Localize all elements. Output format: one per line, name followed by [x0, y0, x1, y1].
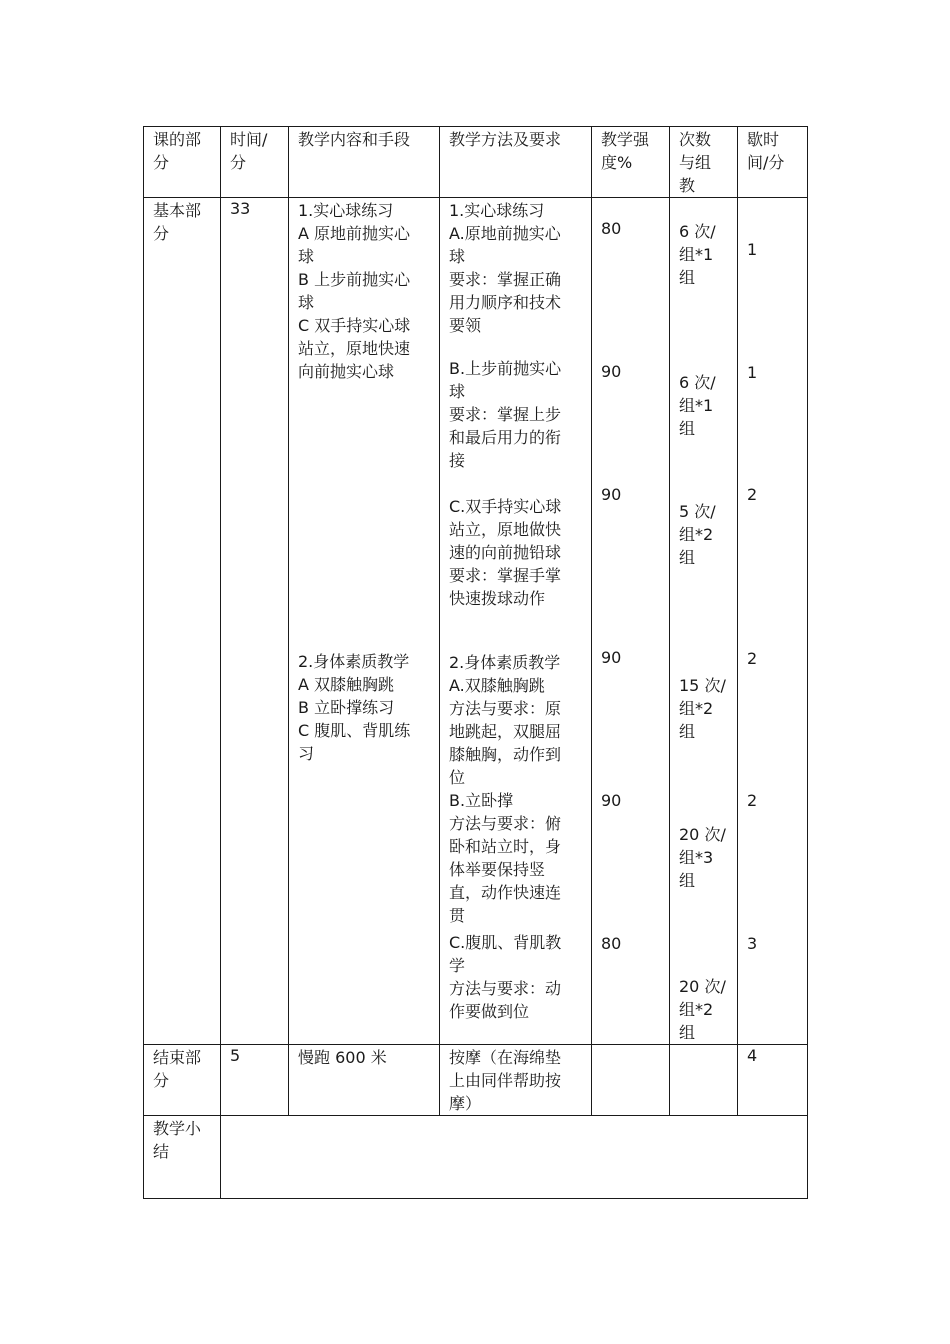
ending-time-value: 5 [230, 1046, 241, 1065]
ending-content-cell [289, 1045, 440, 1116]
ending-part-label: 结束部 分 [153, 1048, 202, 1090]
ending-rest: 4 [747, 1046, 758, 1065]
reps-item-1: 6 次/ 组*1 组 [679, 222, 716, 287]
header-cell-rest [738, 127, 808, 198]
header-intensity: 教学强 度% [601, 130, 650, 172]
header-cell-intensity [592, 127, 670, 198]
basic-method-cell [440, 198, 592, 1045]
ending-row [144, 1045, 808, 1116]
basic-intensity-cell [592, 198, 670, 1045]
intensity-item-1: 80 [601, 219, 622, 238]
ending-content: 慢跑 600 米 [298, 1048, 387, 1067]
basic-time-cell [221, 198, 289, 1045]
basic-part-cell [144, 198, 221, 1045]
reps-item-4: 15 次/ 组*2 组 [679, 676, 726, 741]
rest-item-5: 2 [747, 791, 758, 810]
rest-item-4: 2 [747, 649, 758, 668]
rest-item-2: 1 [747, 363, 758, 382]
intensity-item-5: 90 [601, 791, 622, 810]
reps-item-2: 6 次/ 组*1 组 [679, 373, 716, 438]
reps-item-6: 20 次/ 组*2 组 [679, 977, 726, 1042]
summary-label-cell [144, 1116, 221, 1199]
lesson-plan-table [143, 126, 808, 1199]
reps-item-3: 5 次/ 组*2 组 [679, 502, 716, 567]
ending-rest-cell [738, 1045, 808, 1116]
basic-time-value: 33 [230, 199, 251, 218]
header-part: 课的部 分 [153, 130, 202, 172]
basic-rest-cell [738, 198, 808, 1045]
header-row [144, 127, 808, 198]
ending-method: 按摩（在海绵垫 上由同伴帮助按 摩） [449, 1048, 562, 1113]
intensity-item-3: 90 [601, 485, 622, 504]
basic-part-label: 基本部 分 [153, 201, 202, 243]
header-rest: 歇时 间/分 [747, 130, 785, 172]
header-cell-content [289, 127, 440, 198]
header-content: 教学内容和手段 [298, 130, 411, 149]
intensity-item-2: 90 [601, 362, 622, 381]
header-cell-time [221, 127, 289, 198]
reps-item-5: 20 次/ 组*3 组 [679, 825, 726, 890]
header-time: 时间/ 分 [230, 130, 268, 172]
header-method: 教学方法及要求 [449, 130, 562, 149]
summary-row [144, 1116, 808, 1199]
summary-label: 教学小 结 [153, 1119, 202, 1161]
header-cell-method [440, 127, 592, 198]
header-reps: 次数 与组 教 [679, 130, 712, 195]
header-cell-part [144, 127, 221, 198]
method-item-5: B.立卧撑 方法与要求：俯 卧和站立时，身 体举要保持竖 直，动作快速连 贯 [449, 791, 562, 925]
rest-item-1: 1 [747, 240, 758, 259]
ending-reps-cell [670, 1045, 738, 1116]
basic-reps-cell [670, 198, 738, 1045]
summary-content-cell [221, 1116, 808, 1199]
ending-time-cell [221, 1045, 289, 1116]
method-item-2: B.上步前抛实心 球 要求：掌握上步 和最后用力的衔 接 [449, 359, 562, 470]
intensity-item-6: 80 [601, 934, 622, 953]
ending-method-cell [440, 1045, 592, 1116]
rest-item-6: 3 [747, 934, 758, 953]
header-cell-reps [670, 127, 738, 198]
basic-content-shotput: 1.实心球练习 A 原地前抛实心 球 B 上步前抛实心 球 C 双手持实心球 站立，原地快速 向前抛实心球 [298, 201, 411, 381]
method-item-3: C.双手持实心球 站立，原地做快 速的向前抛铅球 要求：掌握手掌 快速拨球动作 [449, 497, 562, 608]
method-item-1: 1.实心球练习 A.原地前抛实心 球 要求：掌握正确 用力顺序和技术 要领 [449, 201, 562, 335]
intensity-item-4: 90 [601, 648, 622, 667]
rest-item-3: 2 [747, 485, 758, 504]
ending-part-cell [144, 1045, 221, 1116]
method-item-6: C.腹肌、背肌教 学 方法与要求：动 作要做到位 [449, 933, 562, 1021]
ending-intensity-cell [592, 1045, 670, 1116]
basic-content-fitness: 2.身体素质教学 A 双膝触胸跳 B 立卧撑练习 C 腹肌、背肌练 习 [298, 652, 411, 763]
method-item-4: 2.身体素质教学 A.双膝触胸跳 方法与要求：原 地跳起，双腿屈 膝触胸，动作到 位 [449, 653, 562, 787]
basic-row [144, 198, 808, 1045]
basic-content-cell [289, 198, 440, 1045]
